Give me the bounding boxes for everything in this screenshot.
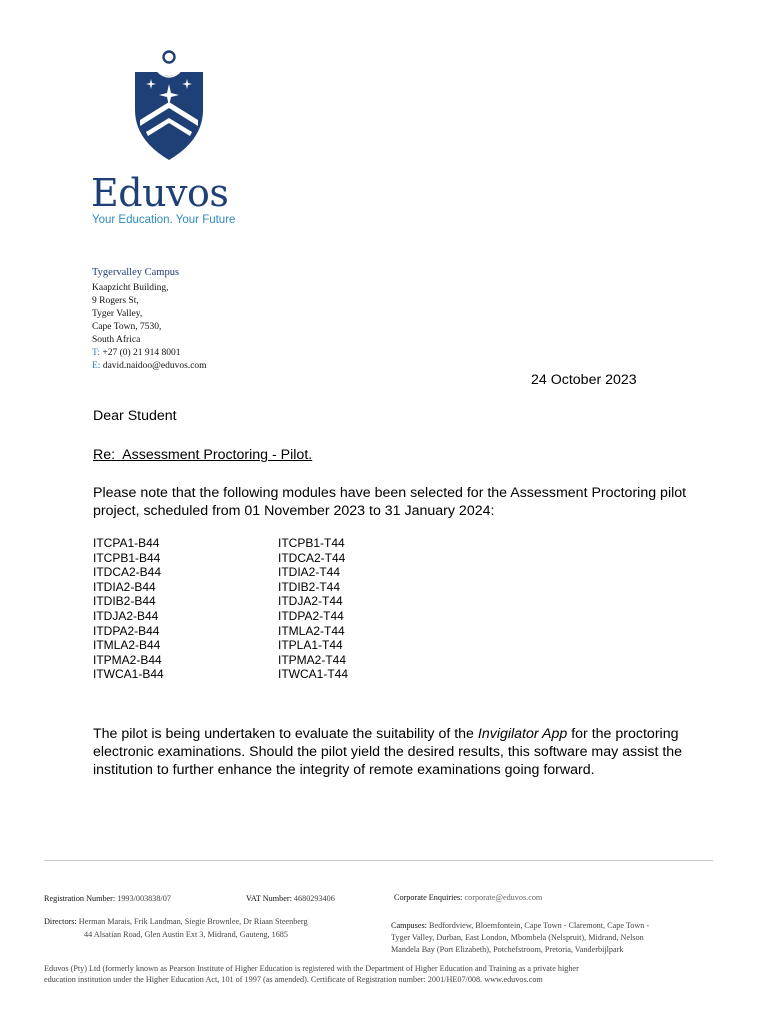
registration-value: 1993/003838/07 xyxy=(117,894,171,903)
phone-line xyxy=(92,347,181,360)
letter-pilot-paragraph xyxy=(93,725,693,779)
eduvos-crest-logo xyxy=(132,50,206,162)
pilot-text-after: for the proctoring electronic examinations. Should the pilot yield the desired results, this software may assist the institution to further enhance the integrity of remote examinations going forward. xyxy=(93,726,683,778)
registration-label: Registration Number: xyxy=(44,894,116,903)
invigilator-app-name: Invigilator App xyxy=(477,726,568,742)
phone-label: T: xyxy=(92,348,100,358)
module-item: ITDIA2-T44 xyxy=(278,565,341,580)
address-line-5: South Africa xyxy=(92,335,141,345)
address-line-2: 9 Rogers St, xyxy=(92,296,139,306)
eduvos-wordmark: Eduvos xyxy=(91,171,229,215)
directors-address: 44 Alsatian Road, Glen Austin Ext 3, Midrand, Gauteng, 1685 xyxy=(84,930,288,939)
footer-divider xyxy=(44,860,713,861)
email-label: E: xyxy=(92,361,101,371)
module-item: ITMLA2-T44 xyxy=(278,623,345,638)
pilot-text-before: The pilot is being undertaken to evaluate the suitability of the xyxy=(93,726,478,742)
module-item: ITCPB1-B44 xyxy=(93,550,161,565)
corporate-enquiries xyxy=(394,892,542,903)
email-address[interactable]: david.naidoo@eduvos.com xyxy=(102,361,207,371)
email-line xyxy=(92,360,207,373)
module-item: ITDIB2-T44 xyxy=(278,579,341,594)
eduvos-tagline: Your Education. Your Future xyxy=(92,214,236,226)
module-item: ITDPA2-B44 xyxy=(93,623,160,638)
campuses-line-3: Mandela Bay (Port Elizabeth), Potchefstroom, Pretoria, Vanderbijlpark xyxy=(391,945,624,954)
module-item: ITDIB2-B44 xyxy=(93,594,156,609)
module-item: ITDCA2-T44 xyxy=(278,550,346,565)
campuses-line-2: Tyger Valley, Durban, East London, Mbombela (Nelspruit), Midrand, Nelson xyxy=(391,933,644,942)
module-item: ITPMA2-T44 xyxy=(278,652,347,667)
module-list-b44 xyxy=(93,536,164,682)
vat-label: VAT Number: xyxy=(246,894,292,903)
directors-label: Directors: xyxy=(44,917,77,926)
enquiries-label: Corporate Enquiries: xyxy=(394,893,463,902)
directors xyxy=(44,916,308,927)
directors-value: Herman Marais, Frik Landman, Siegie Brownlee, Dr Riaan Steenberg xyxy=(78,917,308,926)
module-item: ITDJA2-B44 xyxy=(93,608,159,623)
campuses-label: Campuses: xyxy=(391,921,427,930)
module-item: ITDCA2-B44 xyxy=(93,565,162,580)
letter-greeting: Dear Student xyxy=(93,408,177,424)
module-list-t44 xyxy=(278,536,348,682)
address-line-1: Kaapzicht Building, xyxy=(92,283,169,293)
module-item: ITCPB1-T44 xyxy=(278,536,345,550)
address-line-4: Cape Town, 7530, xyxy=(92,322,162,332)
module-item: ITCPA1-B44 xyxy=(93,536,160,550)
module-item: ITPLA1-T44 xyxy=(278,638,343,653)
module-item: ITDIA2-B44 xyxy=(93,579,156,594)
letter-subject: Re: Assessment Proctoring - Pilot. xyxy=(93,447,313,463)
vat-number xyxy=(246,893,335,904)
letter-intro-paragraph: Please note that the following modules have been selected for the Assessment Proctoring pilot project, scheduled from 01 November 2023 to 31 January 2024: xyxy=(93,485,687,519)
module-item: ITDPA2-T44 xyxy=(278,608,344,623)
campuses-line-1: Bedfordview, Bloemfontein, Cape Town - Claremont, Cape Town - xyxy=(428,921,650,930)
module-item: ITWCA1-B44 xyxy=(93,667,164,682)
campuses xyxy=(391,920,649,931)
module-item: ITDJA2-T44 xyxy=(278,594,343,609)
module-item: ITWCA1-T44 xyxy=(278,667,349,682)
module-item: ITPMA2-B44 xyxy=(93,652,162,667)
phone-number: +27 (0) 21 914 8001 xyxy=(102,348,181,358)
enquiries-email[interactable]: corporate@eduvos.com xyxy=(464,893,543,902)
registration-number xyxy=(44,893,171,904)
vat-value: 4680293406 xyxy=(293,894,335,903)
legal-line-2: education institution under the Higher Education Act, 101 of 1997 (as amended). Certificate of Registration number: 2001/HE07/008. www.eduvos.com xyxy=(44,975,543,984)
letter-date: 24 October 2023 xyxy=(531,372,637,388)
campus-name: Tygervalley Campus xyxy=(92,267,180,278)
module-item: ITMLA2-B44 xyxy=(93,638,161,653)
address-line-3: Tyger Valley, xyxy=(92,309,143,319)
legal-line-1: Eduvos (Pty) Ltd (formerly known as Pearson Institute of Higher Education is registered with the Department of Higher Education and Training as a private higher xyxy=(44,964,579,973)
